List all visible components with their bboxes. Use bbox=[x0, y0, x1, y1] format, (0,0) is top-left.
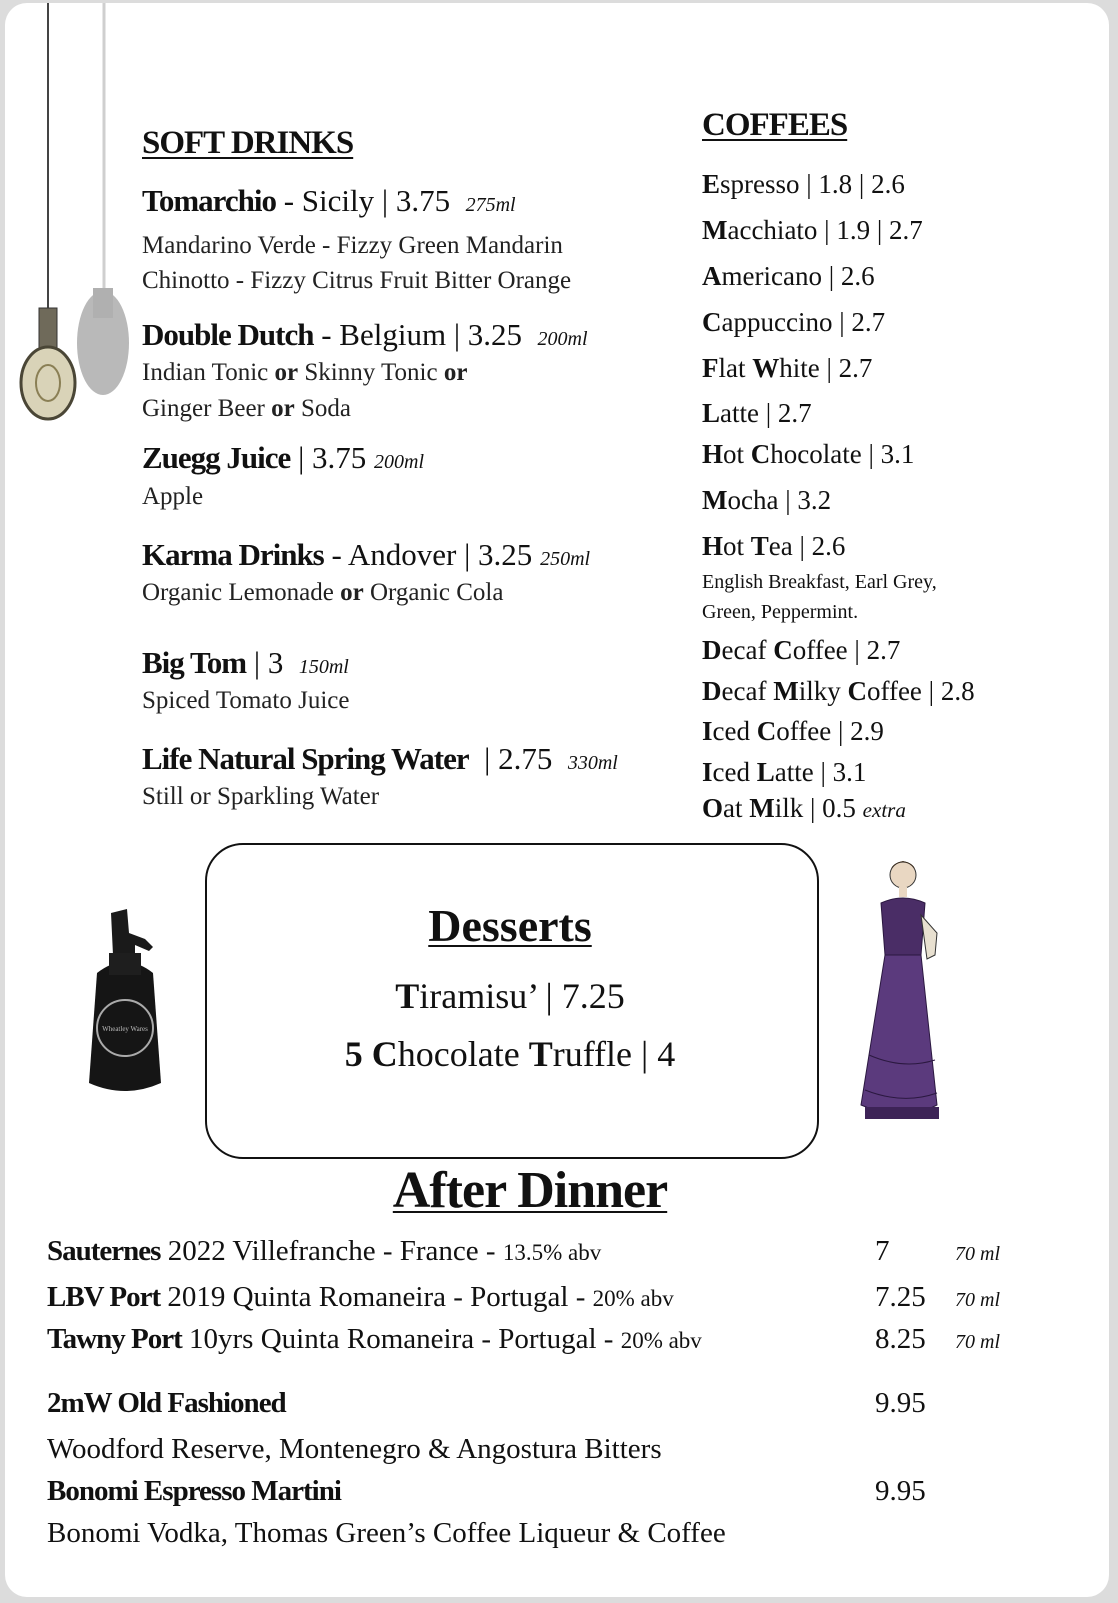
drink-desc: Indian Tonic or Skinny Tonic or bbox=[142, 359, 468, 386]
coffee-item: Macchiato | 1.9 | 2.7 bbox=[702, 215, 923, 245]
cocktail-desc: Bonomi Vodka, Thomas Green’s Coffee Liqueur & Coffee bbox=[47, 1517, 726, 1549]
coffee-item: Hot Tea | 2.6 bbox=[702, 531, 846, 561]
dessert-item-truffle: 5 Chocolate Truffle | 4 bbox=[344, 1034, 676, 1074]
coffee-item: Flat White | 2.7 bbox=[702, 353, 873, 383]
drink-desc: Apple bbox=[142, 483, 204, 510]
wine-lbv-port: LBV Port 2019 Quinta Romaneira - Portugal - 20% abv bbox=[47, 1281, 674, 1313]
wine-sauternes: Sauternes 2022 Villefranche - France - 13.5% abv bbox=[47, 1235, 602, 1267]
coffee-item: Decaf Coffee | 2.7 bbox=[702, 635, 901, 665]
coffee-item: Cappuccino | 2.7 bbox=[702, 307, 886, 337]
desserts-heading: Desserts bbox=[428, 900, 592, 951]
menu-page bbox=[5, 3, 1109, 1597]
coffee-item: Espresso | 1.8 | 2.6 bbox=[702, 169, 905, 199]
hanging-bulb-illustration bbox=[5, 3, 145, 443]
coffee-item: Decaf Milky Coffee | 2.8 bbox=[702, 676, 975, 706]
drink-life-water: Life Natural Spring Water | 2.75 330ml bbox=[142, 741, 618, 776]
drink-desc: Still or Sparkling Water bbox=[142, 783, 380, 810]
wine-price: 7.25 bbox=[875, 1281, 926, 1313]
coffee-item: Oat Milk | 0.5 extra bbox=[702, 793, 906, 823]
wine-tawny-port: Tawny Port 10yrs Quinta Romaneira - Portugal - 20% abv bbox=[47, 1323, 702, 1355]
cocktail-price: 9.95 bbox=[875, 1475, 926, 1507]
coffee-item: Latte | 2.7 bbox=[702, 398, 812, 428]
cocktail-desc: Woodford Reserve, Montenegro & Angostura Bitters bbox=[47, 1433, 662, 1465]
after-dinner-heading: After Dinner bbox=[392, 1162, 668, 1219]
coffee-item: Iced Latte | 3.1 bbox=[702, 757, 867, 787]
wine-price: 7 bbox=[875, 1235, 890, 1267]
coffee-item: Hot Chocolate | 3.1 bbox=[702, 439, 915, 469]
drink-desc: Organic Lemonade or Organic Cola bbox=[142, 579, 504, 606]
dessert-item-tiramisu: Tiramisu’ | 7.25 bbox=[395, 976, 625, 1016]
drink-desc: Spiced Tomato Juice bbox=[142, 687, 350, 714]
coffee-item: Iced Coffee | 2.9 bbox=[702, 716, 884, 746]
drink-desc: Chinotto - Fizzy Citrus Fruit Bitter Orange bbox=[142, 267, 572, 294]
drink-desc: Mandarino Verde - Fizzy Green Mandarin bbox=[142, 232, 563, 259]
svg-text:Wheatley Wares: Wheatley Wares bbox=[102, 1025, 148, 1033]
cocktail-espresso-martini: Bonomi Espresso Martini bbox=[47, 1475, 341, 1507]
drink-zuegg-juice: Zuegg Juice | 3.75 200ml bbox=[142, 440, 425, 475]
wine-volume: 70 ml bbox=[955, 1331, 1000, 1353]
tea-note: English Breakfast, Earl Grey, bbox=[702, 571, 937, 593]
wine-price: 8.25 bbox=[875, 1323, 926, 1355]
cocktail-price: 9.95 bbox=[875, 1387, 926, 1419]
coffee-item: Mocha | 3.2 bbox=[702, 485, 832, 515]
coffees-heading: COFFEES bbox=[702, 107, 848, 143]
soft-drinks-heading: SOFT DRINKS bbox=[142, 125, 354, 161]
drink-tomarchio: Tomarchio - Sicily | 3.75 275ml bbox=[142, 183, 516, 218]
wine-volume: 70 ml bbox=[955, 1243, 1000, 1265]
drink-desc: Ginger Beer or Soda bbox=[142, 395, 351, 422]
cocktail-old-fashioned: 2mW Old Fashioned bbox=[47, 1387, 286, 1419]
drink-karma-drinks: Karma Drinks - Andover | 3.25 250ml bbox=[142, 537, 591, 572]
coffee-item: Americano | 2.6 bbox=[702, 261, 875, 291]
drink-double-dutch: Double Dutch - Belgium | 3.25 200ml bbox=[142, 317, 588, 352]
wine-volume: 70 ml bbox=[955, 1289, 1000, 1311]
tea-note: Green, Peppermint. bbox=[702, 601, 859, 623]
drink-big-tom: Big Tom | 3 150ml bbox=[142, 645, 349, 680]
